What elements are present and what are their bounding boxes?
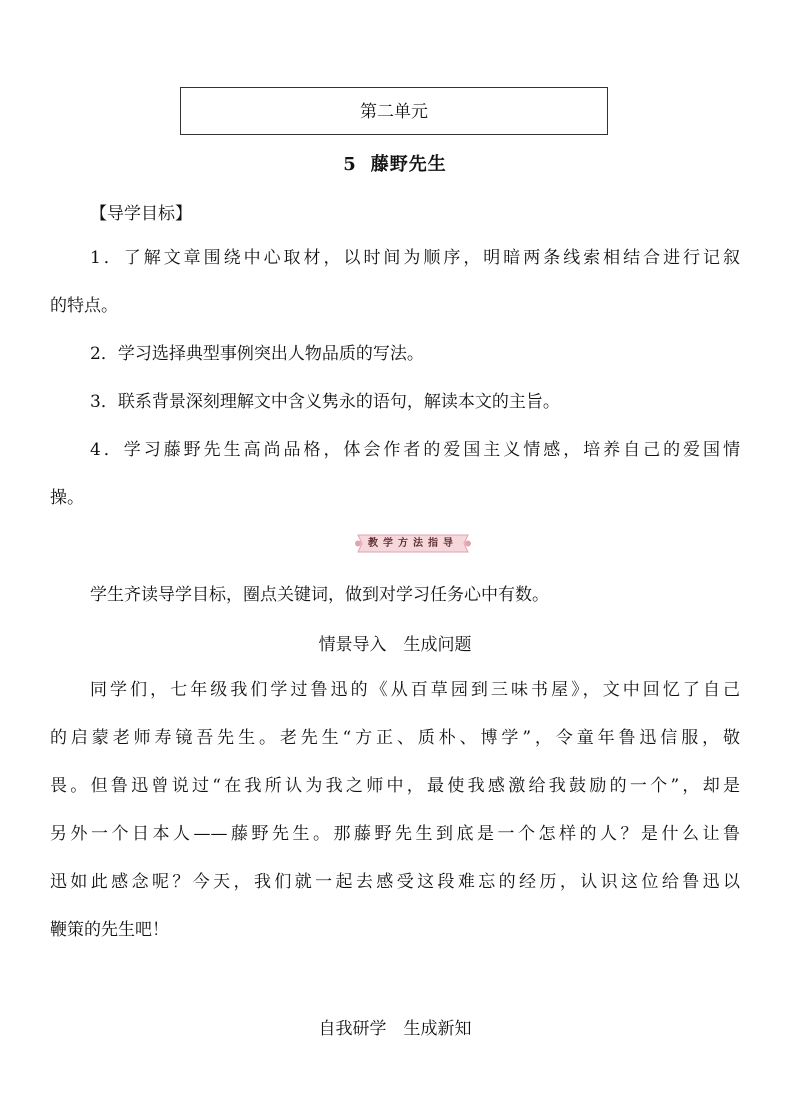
unit-title: 第二单元 — [360, 102, 428, 122]
objective-1-line-1: 1．了解文章围绕中心取材，以时间为顺序，明暗两条线索相结合进行记叙 — [90, 248, 740, 268]
lesson-number: 5 — [343, 154, 357, 175]
intro-line-1: 同学们，七年级我们学过鲁迅的《从百草园到三味书屋》，文中回忆了自己 — [90, 680, 740, 700]
intro-line-2: 的启蒙老师寿镜吾先生。老先生“方正、质朴、博学”，令童年鲁迅信服，敬 — [50, 728, 740, 748]
objectives-heading: 【导学目标】 — [90, 204, 192, 224]
intro-heading: 情景导入 生成问题 — [318, 635, 472, 655]
objective-4-line-2: 操。 — [50, 488, 84, 508]
objective-4-line-1: 4．学习藤野先生高尚品格，体会作者的爱国主义情感，培养自己的爱国情 — [90, 440, 740, 460]
objective-1-line-2: 的特点。 — [50, 296, 118, 316]
teaching-method-badge — [352, 531, 474, 556]
objective-3: 3．联系背景深刻理解文中含义隽永的语句，解读本文的主旨。 — [90, 392, 560, 412]
badge-label: 教学方法指导 — [368, 538, 458, 549]
lesson-heading — [0, 150, 790, 176]
unit-title-box — [180, 87, 608, 135]
objective-2: 2．学习选择典型事例突出人物品质的写法。 — [90, 344, 424, 364]
self-study-heading: 自我研学 生成新知 — [318, 1019, 472, 1039]
lesson-title: 藤野先生 — [370, 154, 447, 175]
intro-line-6: 鞭策的先生吧！ — [50, 920, 169, 940]
method-text: 学生齐读导学目标，圈点关键词，做到对学习任务心中有数。 — [90, 585, 549, 605]
intro-line-3: 畏。但鲁迅曾说过“在我所认为我之师中，最使我感激给我鼓励的一个”，却是 — [50, 776, 740, 796]
intro-line-5: 迅如此感念呢？今天，我们就一起去感受这段难忘的经历，认识这位给鲁迅以 — [50, 872, 740, 892]
intro-line-4: 另外一个日本人——藤野先生。那藤野先生到底是一个怎样的人？是什么让鲁 — [50, 824, 740, 844]
